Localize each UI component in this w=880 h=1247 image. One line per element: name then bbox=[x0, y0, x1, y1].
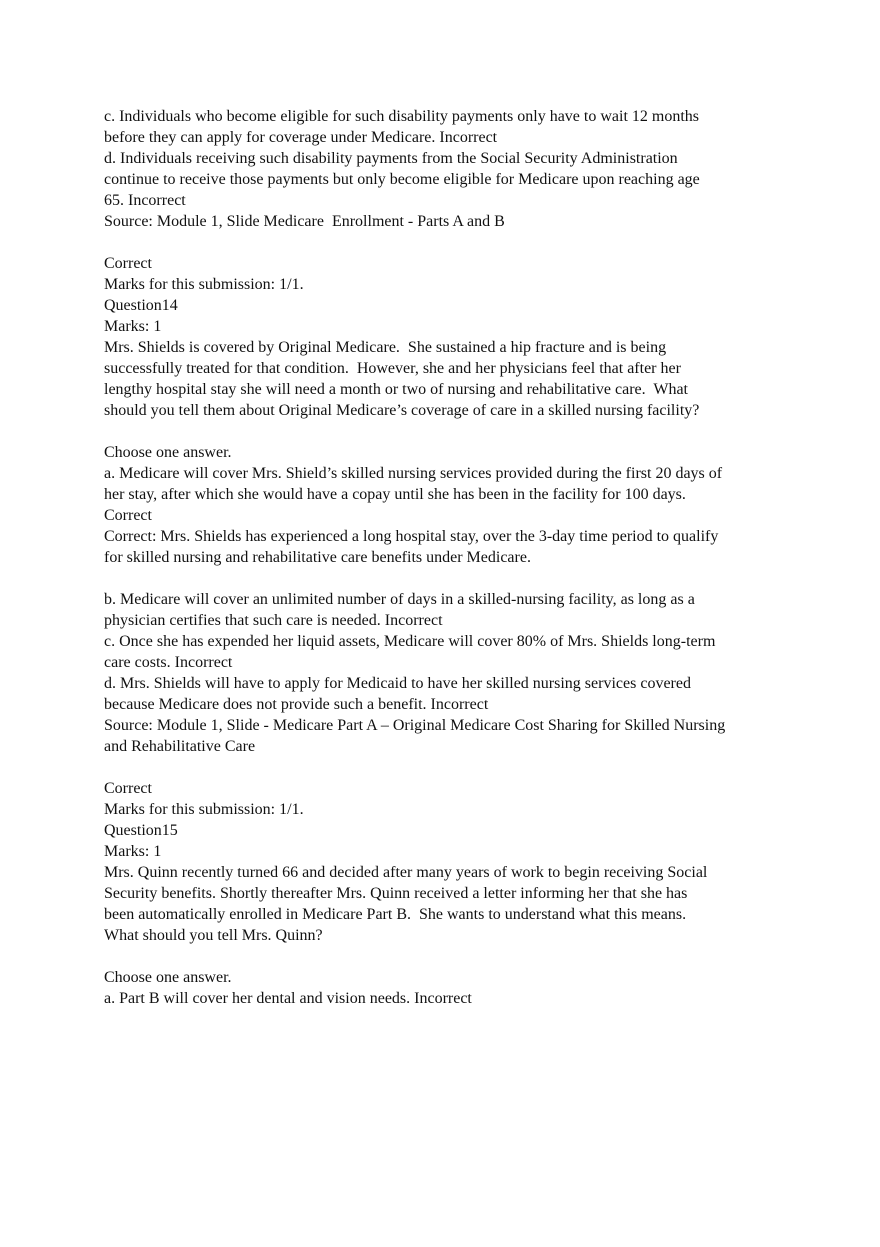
text-line: a. Part B will cover her dental and vision needs. Incorrect bbox=[104, 990, 472, 1007]
text-line: her stay, after which she would have a copay until she has been in the facility for 100 days. bbox=[104, 486, 686, 503]
text-line: for skilled nursing and rehabilitative care benefits under Medicare. bbox=[104, 549, 531, 566]
text-line: a. Medicare will cover Mrs. Shield’s skilled nursing services provided during the first 20 days of bbox=[104, 465, 723, 482]
text-line: b. Medicare will cover an unlimited number of days in a skilled-nursing facility, as long as a bbox=[104, 591, 695, 608]
text-line: successfully treated for that condition. However, she and her physicians feel that after her bbox=[104, 360, 681, 377]
document-page bbox=[104, 106, 804, 1009]
text-line: Marks: 1 bbox=[104, 318, 162, 335]
text-line: 65. Incorrect bbox=[104, 192, 186, 209]
text-line: d. Mrs. Shields will have to apply for Medicaid to have her skilled nursing services covered bbox=[104, 675, 691, 692]
text-line: c. Individuals who become eligible for such disability payments only have to wait 12 months bbox=[104, 108, 699, 125]
text-line: Choose one answer. bbox=[104, 444, 232, 461]
text-line: Mrs. Quinn recently turned 66 and decided after many years of work to begin receiving Social bbox=[104, 864, 708, 881]
text-line: Choose one answer. bbox=[104, 969, 232, 986]
text-line: Marks for this submission: 1/1. bbox=[104, 801, 304, 818]
text-line: should you tell them about Original Medicare’s coverage of care in a skilled nursing facility? bbox=[104, 402, 700, 419]
text-line: Correct bbox=[104, 507, 152, 524]
text-line: care costs. Incorrect bbox=[104, 654, 233, 671]
blank-line bbox=[104, 946, 804, 967]
text-line: Correct bbox=[104, 255, 152, 272]
text-line: before they can apply for coverage under Medicare. Incorrect bbox=[104, 129, 498, 146]
blank-line bbox=[104, 568, 804, 589]
blank-line bbox=[104, 232, 804, 253]
text-line: Question14 bbox=[104, 297, 178, 314]
text-line: because Medicare does not provide such a benefit. Incorrect bbox=[104, 696, 489, 713]
text-line: continue to receive those payments but only become eligible for Medicare upon reaching age bbox=[104, 171, 700, 188]
text-line: Question15 bbox=[104, 822, 178, 839]
text-line: c. Once she has expended her liquid assets, Medicare will cover 80% of Mrs. Shields long-term bbox=[104, 633, 716, 650]
text-line: Correct: Mrs. Shields has experienced a long hospital stay, over the 3-day time period to qualify bbox=[104, 528, 719, 545]
text-line: Security benefits. Shortly thereafter Mrs. Quinn received a letter informing her that she has bbox=[104, 885, 688, 902]
blank-line bbox=[104, 421, 804, 442]
text-line: What should you tell Mrs. Quinn? bbox=[104, 927, 323, 944]
blank-line bbox=[104, 757, 804, 778]
text-line: Source: Module 1, Slide - Medicare Part A – Original Medicare Cost Sharing for Skilled Nursing bbox=[104, 717, 726, 734]
text-line: lengthy hospital stay she will need a month or two of nursing and rehabilitative care. What bbox=[104, 381, 688, 398]
text-line: d. Individuals receiving such disability payments from the Social Security Administration bbox=[104, 150, 678, 167]
text-line: Correct bbox=[104, 780, 152, 797]
text-line: Marks for this submission: 1/1. bbox=[104, 276, 304, 293]
text-line: Source: Module 1, Slide Medicare Enrollment - Parts A and B bbox=[104, 213, 505, 230]
text-line: Marks: 1 bbox=[104, 843, 162, 860]
text-line: been automatically enrolled in Medicare Part B. She wants to understand what this means. bbox=[104, 906, 687, 923]
text-line: and Rehabilitative Care bbox=[104, 738, 256, 755]
text-line: physician certifies that such care is needed. Incorrect bbox=[104, 612, 443, 629]
text-line: Mrs. Shields is covered by Original Medicare. She sustained a hip fracture and is being bbox=[104, 339, 667, 356]
